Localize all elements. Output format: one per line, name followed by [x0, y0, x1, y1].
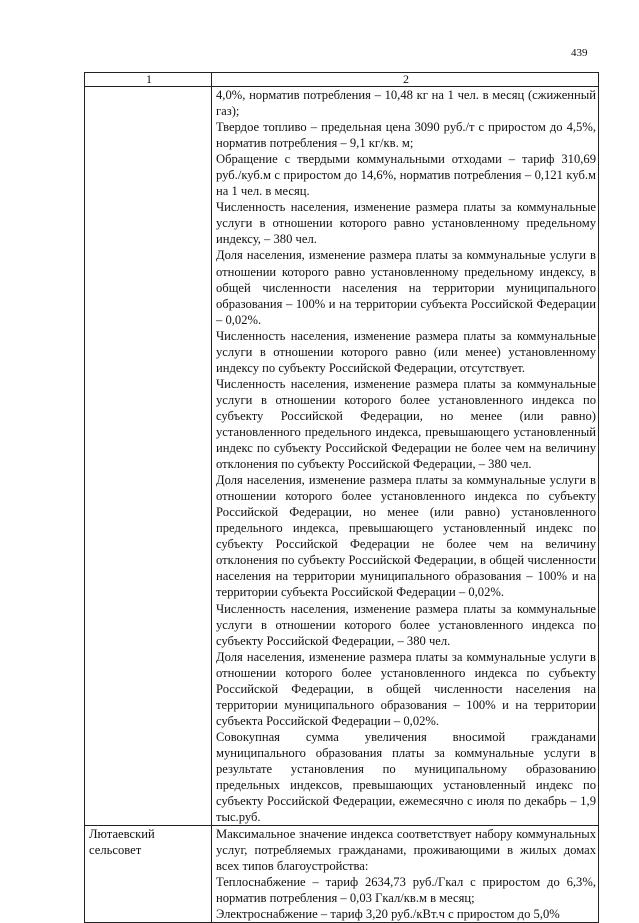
column-header-2: 2 — [212, 73, 599, 87]
paragraph: Совокупная сумма увеличения вносимой гражданами муниципального образования платы за коммунальные услуги в результате установления по муниципальному образованию предельных индексов, превышающих установленный индекс по субъекту Российской Федерации, ежемесячно с июля по декабрь – 1,9 тыс.руб. — [216, 729, 596, 825]
paragraph: Электроснабжение – тариф 3,20 руб./кВт.ч с приростом до 5,0% — [216, 907, 560, 922]
paragraph: Теплоснабжение – тариф 2634,73 руб./Гкал с приростом до 6,3%, норматив потребления – 0,03 Гкал/кв.м в месяц; — [216, 875, 596, 906]
document-table — [84, 72, 599, 923]
table-row — [85, 87, 599, 826]
paragraph: Численность населения, изменение размера платы за коммунальные услуги в отношении которого равно установленному предельному индексу, – 380 чел. — [216, 200, 596, 247]
paragraph: Численность населения, изменение размера платы за коммунальные услуги в отношении которого более установленного индекса по субъекту Российской Федерации, – 380 чел. — [216, 601, 596, 648]
description-cell — [212, 87, 599, 826]
region-cell — [85, 87, 212, 826]
region-cell: Лютаевский сельсовет — [85, 826, 212, 923]
paragraph: Доля населения, изменение размера платы за коммунальные услуги в отношении которого более установленного индекса по субъекту Российской Федерации, но менее (или равно) установленного предельного индекса, превышающего установленный индекс по субъекту Российской Федерации не более чем на величину отклонения по субъекту Российской Федерации, в общей численности населения на территории муниципального образования – 100% и на территории субъекта Российской Федерации – 0,02%. — [216, 473, 596, 600]
paragraph: Доля населения, изменение размера платы за коммунальные услуги в отношении которого равно установленному предельному индексу, в общей численности населения на территории муниципального образования – 100% и на территории субъекта Российской Федерации – 0,02%. — [216, 248, 596, 327]
paragraph: Доля населения, изменение размера платы за коммунальные услуги в отношении которого более установленного индекса по субъекту Российской Федерации, в общей численности населения на территории муниципального образования – 100% и на территории субъекта Российской Федерации – 0,02%. — [216, 649, 596, 728]
paragraph: Максимальное значение индекса соответствует набору коммунальных услуг, потребляемых гражданами, проживающими в жилых домах всех типов благоустройства: — [216, 827, 596, 874]
paragraph: 4,0%, норматив потребления – 10,48 кг на 1 чел. в месяц (сжиженный газ); — [216, 88, 596, 119]
paragraph: Численность населения, изменение размера платы за коммунальные услуги в отношении которого более установленного индекса по субъекту Российской Федерации, но менее (или равно) установленного предельного индекса, превышающего установленный индекс по субъекту Российской Федерации не более чем на величину отклонения по субъекту Российской Федерации, – 380 чел. — [216, 376, 596, 472]
table-row — [85, 826, 599, 923]
page-number: 439 — [571, 47, 588, 59]
paragraph: Твердое топливо – предельная цена 3090 руб./т с приростом до 4,5%, норматив потребления – 9,1 кг/кв. м; — [216, 120, 596, 151]
paragraph: Численность населения, изменение размера платы за коммунальные услуги в отношении которого равно (или менее) установленному индексу по субъекту Российской Федерации, отсутствует. — [216, 328, 596, 375]
table-header-row — [85, 73, 599, 87]
paragraph: Обращение с твердыми коммунальными отходами – тариф 310,69 руб./куб.м с приростом до 14,6%, норматив потребления – 0,121 куб.м на 1 чел. в месяц. — [216, 152, 596, 199]
description-cell — [212, 826, 599, 923]
column-header-1: 1 — [85, 73, 212, 87]
